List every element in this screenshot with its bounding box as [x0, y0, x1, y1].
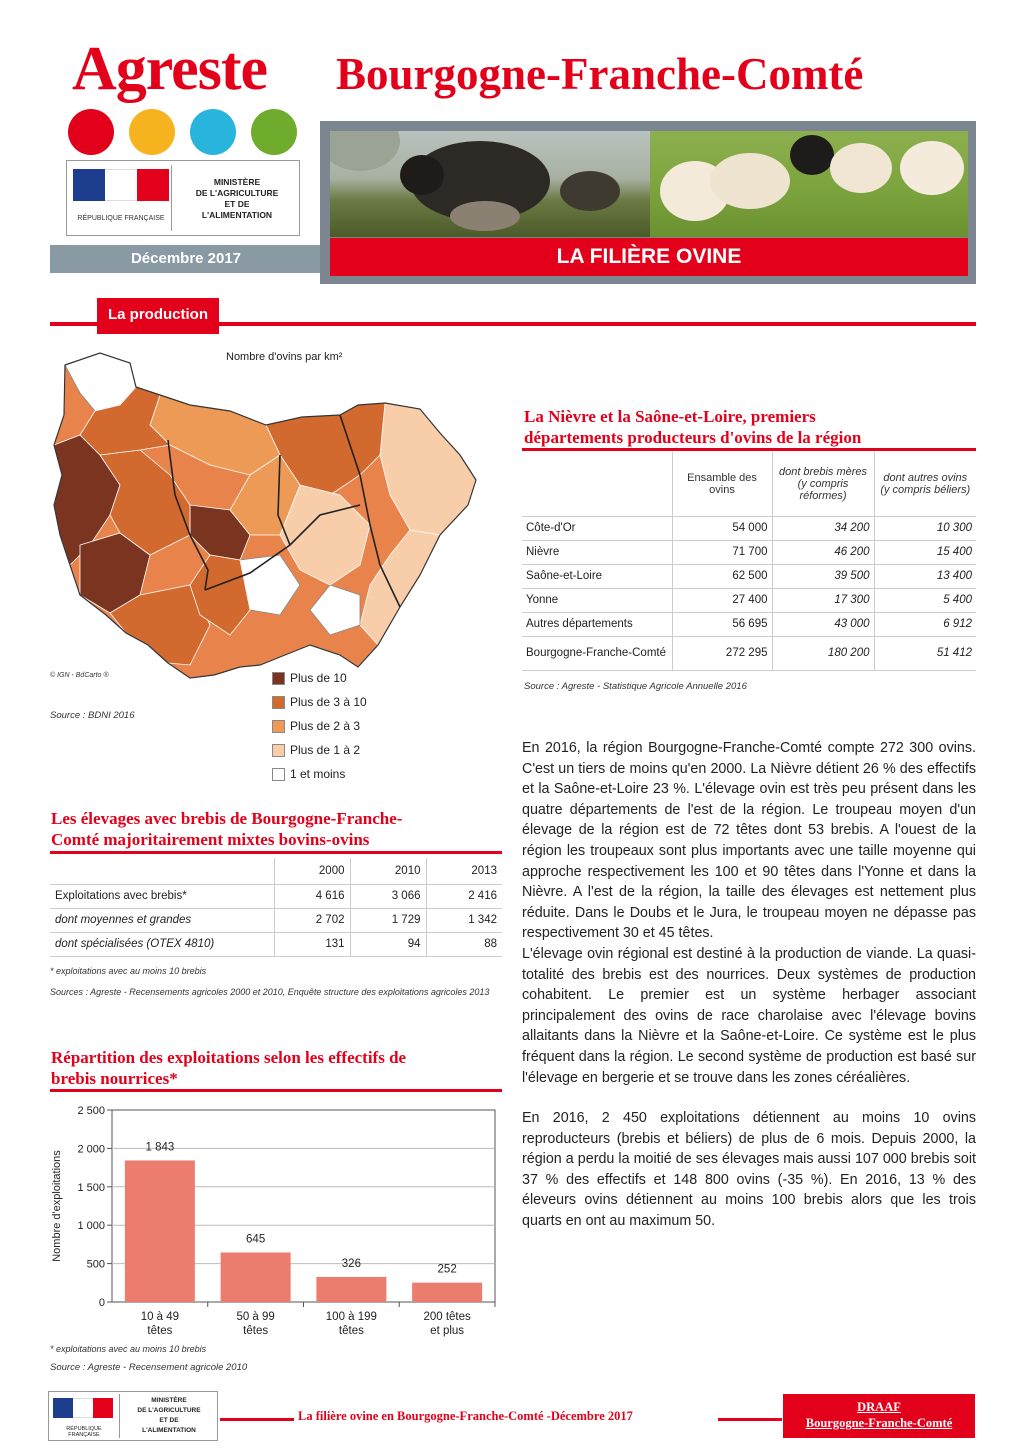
map-title: Nombre d'ovins par km²: [226, 351, 343, 363]
paragraph: L'élevage ovin régional est destiné à la production de viande. La quasi-totalité des brebis est des nourrices. Deux systèmes de production cohabitent. Le premier est un système herbager associant principalement des ovins de race charolaise avec l'élevage bovins allaitants dans la Nièvre et la Saône-et-Loire. Ce système est le plus fréquent dans la région. Le second système de production est basé sur l'élevage en bergerie et se trouve dans les zones céréalières.: [522, 945, 976, 1086]
col-ensemble: Ensamble des ovins: [672, 452, 772, 516]
map-source: Source : BDNI 2016: [50, 710, 135, 721]
bar: [125, 1160, 195, 1302]
departments-table: [522, 452, 976, 671]
bar-chart-title: Répartition des exploitations selon les effectifs de brebis nourrices*: [51, 1048, 407, 1088]
table-row: Nièvre 71 700 46 200 15 400: [522, 540, 976, 564]
bar: [412, 1283, 482, 1302]
elevages-note: * exploitations avec au moins 10 brebis: [50, 966, 207, 976]
x-tick-label: et plus: [430, 1325, 465, 1337]
brand-dot-red: [68, 109, 114, 155]
data-label: 326: [341, 1257, 361, 1270]
x-tick-label: 200 têtes: [423, 1311, 471, 1323]
x-tick-label: têtes: [147, 1325, 173, 1337]
x-tick-label: 10 à 49: [140, 1311, 180, 1323]
bar-chart-note: * exploitations avec au moins 10 brebis: [50, 1344, 207, 1354]
topic-banner: LA FILIÈRE OVINE: [330, 238, 968, 276]
ministry-logo: [66, 160, 300, 236]
y-tick-label: 500: [86, 1258, 105, 1271]
table-row: Exploitations avec brebis* 4 616 3 066 2 416: [50, 884, 502, 908]
x-tick-label: têtes: [338, 1325, 364, 1337]
sheep-photo-left: [330, 131, 650, 237]
paragraph: En 2016, 2 450 exploitations détiennent au moins 10 ovins reproducteurs (brebis et béliers) de plus de 6 mois. Depuis 2000, la région a perdu la moitié de ses élevages mais aussi 107 000 brebis soit 37 % des effectifs et 148 800 ovins (-35 %). En 2016, 13 % des éleveurs ovins détiennent au moins 100 brebis alors que les trois quarts en ont au maximum 50.: [522, 1110, 976, 1230]
ministry-name: MINISTÈRE DE L'AGRICULTURE ET DE L'ALIMENTATION: [195, 177, 279, 220]
footer-ministry-logo: RÉPUBLIQUE FRANÇAISE MINISTÈRE DE L'AGRICULTURE ET DE L'ALIMENTATION: [48, 1391, 218, 1441]
table-row-total: Bourgogne-Franche-Comté 272 295 180 200 51 412: [522, 636, 976, 670]
table-row: dont spécialisées (OTEX 4810) 131 94 88: [50, 932, 502, 956]
publication-date: Décembre 2017: [50, 245, 322, 273]
departments-source: Source : Agreste - Statistique Agricole Annuelle 2016: [524, 681, 747, 692]
elevages-source: Sources : Agreste - Recensements agricoles 2000 et 2010, Enquête structure des exploitations agricoles 2013: [50, 987, 490, 997]
y-axis-label: Nombre d'exploitations: [51, 1150, 63, 1262]
y-tick-label: 1 000: [77, 1220, 105, 1233]
marianne-logo: [73, 169, 169, 201]
departments-table-title: La Nièvre et la Saône-et-Loire, premiers départements producteurs d'ovins de la région: [524, 407, 862, 447]
brand-dot-green: [251, 109, 297, 155]
y-tick-label: 0: [98, 1297, 105, 1309]
table-row: dont moyennes et grandes 2 702 1 729 1 342: [50, 908, 502, 932]
y-tick-label: 2 500: [77, 1105, 105, 1117]
bar: [316, 1277, 386, 1302]
map-credit: © IGN - BdCarto ®: [50, 672, 109, 679]
x-tick-label: 50 à 99: [236, 1311, 275, 1323]
paragraph: En 2016, la région Bourgogne-Franche-Comté compte 272 300 ovins. C'est un tiers de moins qu'en 2000. La Nièvre détient 26 % des effectifs et la Saône-et-Loire 23 %. L'élevage ovin est très peu présent dans les quatre départements de l'est de la région. Le troupeau moyen d'un élevage de la région est de 72 têtes dont 53 brebis. A l'ouest de la région les troupeaux sont plus importants avec une taille moyenne qui approche respectivement les 100 et 90 têtes dans l'Yonne et dans la Nièvre. A l'est de la région, la taille des élevages est nettement plus réduite. Dans le Doubs et le Jura, le troupeau moyen ne dépasse pas respectivement 30 et 45 têtes.: [522, 740, 976, 942]
elevages-table-title: Les élevages avec brebis de Bourgogne-Franche- Comté majoritairement mixtes bovins-ovins: [51, 809, 403, 849]
elevages-title-rule: [50, 851, 502, 854]
data-label: 1 843: [145, 1141, 175, 1154]
republic-label: RÉPUBLIQUE FRANÇAISE: [77, 215, 165, 222]
region-title: Bourgogne-Franche-Comté: [336, 49, 864, 99]
brand-dot-blue: [190, 109, 236, 155]
footer-rule-left: [220, 1418, 294, 1421]
y-tick-label: 1 500: [77, 1181, 105, 1194]
data-label: 252: [437, 1263, 457, 1276]
brand-title: Agreste: [72, 35, 267, 103]
bar-chart-title-rule: [50, 1089, 502, 1092]
y-tick-label: 2 000: [77, 1143, 105, 1156]
body-text: [522, 738, 976, 1232]
bar-chart-source: Source : Agreste - Recensement agricole 2010: [50, 1362, 248, 1373]
footer-rule-right: [718, 1418, 782, 1421]
bar-chart: [40, 1096, 505, 1346]
bar: [221, 1252, 291, 1302]
brand-dot-yellow: [129, 109, 175, 155]
table-row: Côte-d'Or 54 000 34 200 10 300: [522, 516, 976, 540]
table-row: Saône-et-Loire 62 500 39 500 13 400: [522, 564, 976, 588]
section-tab-production: La production: [97, 298, 219, 334]
col-brebis-meres: dont brebis mères (y compris réformes): [772, 452, 874, 516]
x-tick-label: 100 à 199: [325, 1311, 377, 1323]
data-label: 645: [246, 1233, 266, 1246]
sheep-photo-right: [650, 131, 968, 237]
draaf-link[interactable]: DRAAF Bourgogne-Franche-Comté: [783, 1394, 975, 1438]
x-tick-label: têtes: [243, 1325, 269, 1337]
sheep-density-map: [40, 345, 485, 685]
table-row: Autres départements 56 695 43 000 6 912: [522, 612, 976, 636]
footer-caption: La filière ovine en Bourgogne-Franche-Comté -Décembre 2017: [298, 1409, 633, 1423]
elevages-table: 2000 2010 2013 Exploitations avec brebis* 4 616 3 066 2 416 dont moyennes et grandes 2 702 1 729 1 342 dont spécialisées (OTEX 4810) 131 94 88: [50, 858, 502, 957]
departments-title-rule: [522, 448, 976, 451]
col-autres-ovins: dont autres ovins (y compris béliers): [874, 452, 976, 516]
table-row: Yonne 27 400 17 300 5 400: [522, 588, 976, 612]
